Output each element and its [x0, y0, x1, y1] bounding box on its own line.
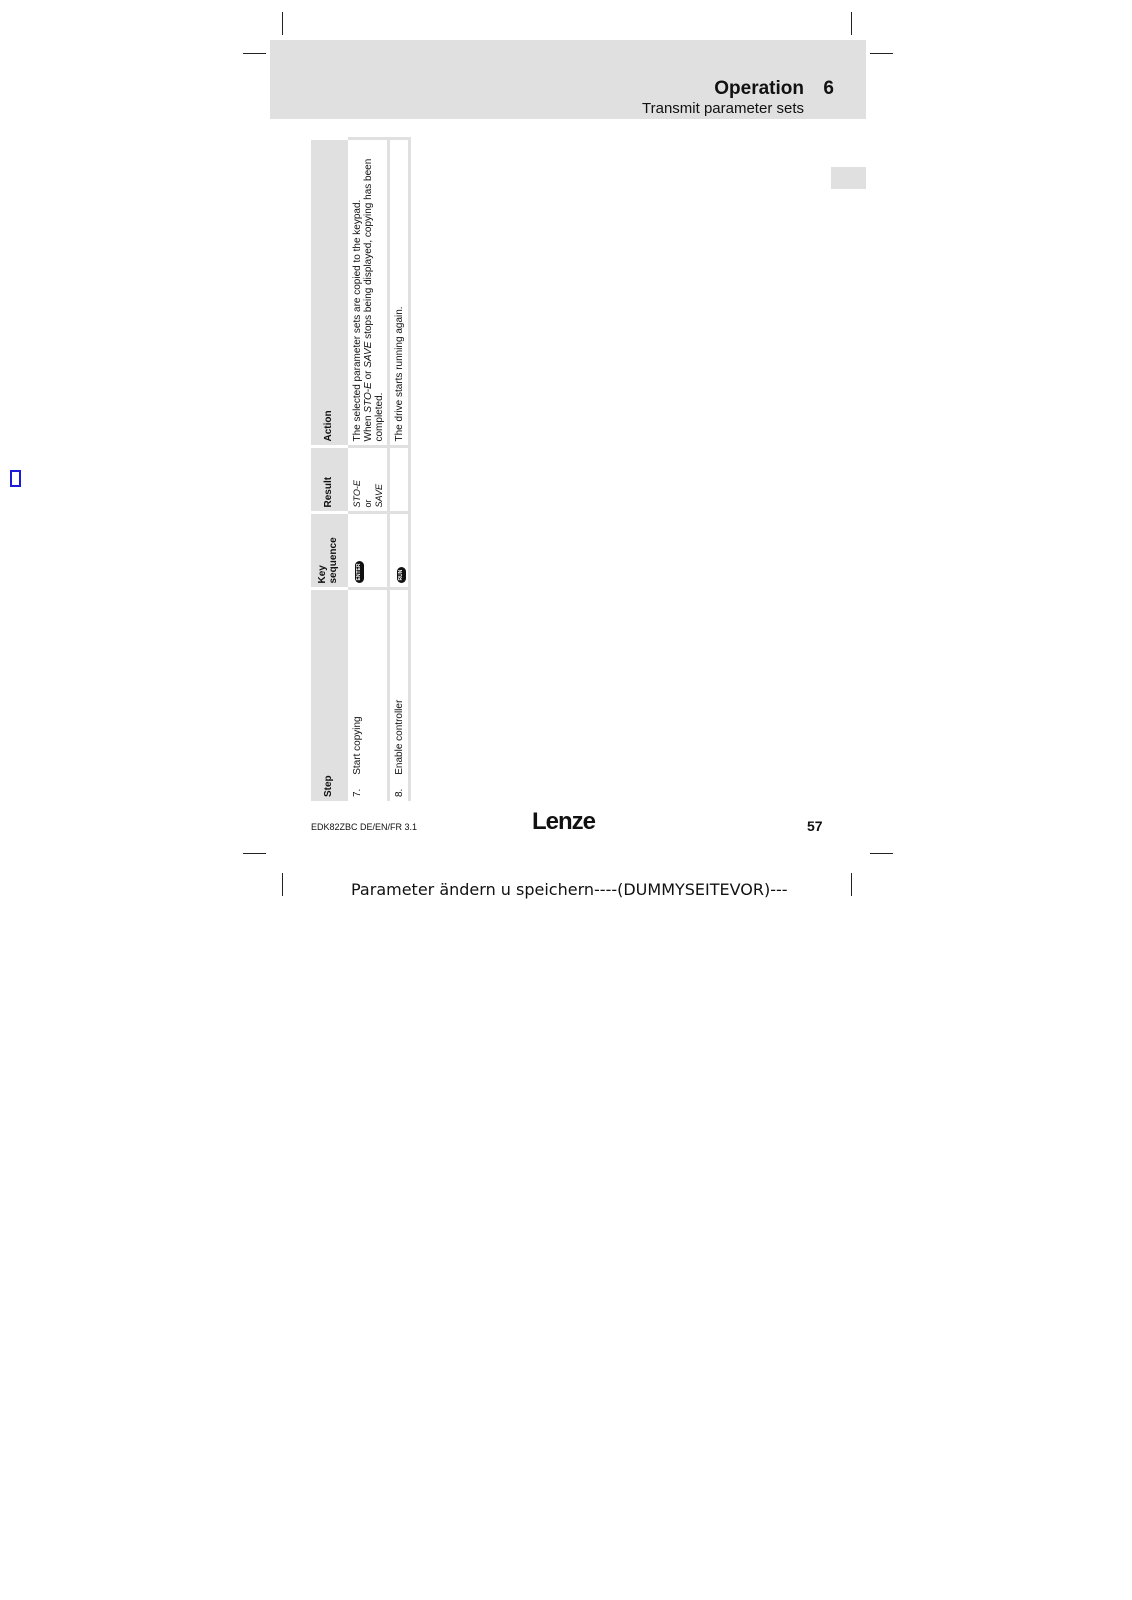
- key-cell: [347, 513, 389, 589]
- result-cell: [389, 447, 410, 513]
- crop-mark-top-left-v: [282, 12, 283, 35]
- action-cell: [347, 139, 389, 447]
- document-id: EDK82ZBC DE/EN/FR 3.1: [311, 822, 418, 832]
- page-header: [270, 40, 866, 119]
- chapter-number: 6: [823, 78, 834, 99]
- step-number: 8.: [394, 788, 405, 797]
- run-key-icon: RUN: [397, 567, 406, 584]
- column-header-action: Action: [311, 139, 347, 447]
- crop-mark-top-left-h: [243, 53, 266, 54]
- side-marker-icon: [10, 470, 21, 487]
- action-display-term: SAVE: [363, 341, 374, 368]
- steps-table-container: [311, 139, 431, 801]
- crop-mark-top-right-v: [851, 12, 852, 35]
- action-text-part: stops being displayed, copying has been completed.: [363, 158, 385, 442]
- column-header-key-sequence: Key sequence: [311, 513, 347, 589]
- chapter-thumb-tab: [831, 167, 866, 189]
- step-number: 7.: [352, 788, 363, 797]
- crop-mark-bottom-right-v: [851, 873, 852, 896]
- step-cell: [347, 589, 389, 801]
- enter-key-icon: ENTER: [355, 561, 364, 584]
- action-text: The selected parameter sets are copied to the keypad.: [352, 199, 363, 442]
- table-header-row: [311, 139, 347, 801]
- action-text: [363, 145, 385, 442]
- step-cell: [389, 589, 410, 801]
- dummy-page-label: Parameter ändern u speichern----(DUMMYSEITEVOR)---: [351, 880, 788, 899]
- page-number: 57: [807, 818, 823, 834]
- action-text-part: When: [363, 412, 374, 442]
- action-text-part: or: [363, 367, 374, 383]
- chapter-title: Operation: [714, 78, 804, 99]
- table-row: [347, 139, 389, 801]
- crop-mark-bottom-left-h: [243, 853, 266, 854]
- action-text: The drive starts running again.: [394, 306, 405, 442]
- result-text: STO-E: [352, 480, 362, 508]
- steps-table: [311, 138, 411, 802]
- crop-mark-bottom-left-v: [282, 873, 283, 896]
- result-text: or: [363, 499, 373, 508]
- step-name: Enable controller: [394, 699, 405, 775]
- key-cell: [389, 513, 410, 589]
- lenze-logo: Lenze: [532, 808, 596, 835]
- table-row: [389, 139, 410, 801]
- crop-mark-bottom-right-h: [870, 853, 893, 854]
- action-display-term: STO-E: [363, 382, 374, 413]
- column-header-step: Step: [311, 589, 347, 801]
- result-cell: [347, 447, 389, 513]
- result-text: SAVE: [374, 483, 384, 508]
- action-cell: [389, 139, 410, 447]
- step-name: Start copying: [352, 716, 363, 775]
- crop-mark-top-right-h: [870, 53, 893, 54]
- column-header-result: Result: [311, 447, 347, 513]
- section-title: Transmit parameter sets: [642, 100, 804, 117]
